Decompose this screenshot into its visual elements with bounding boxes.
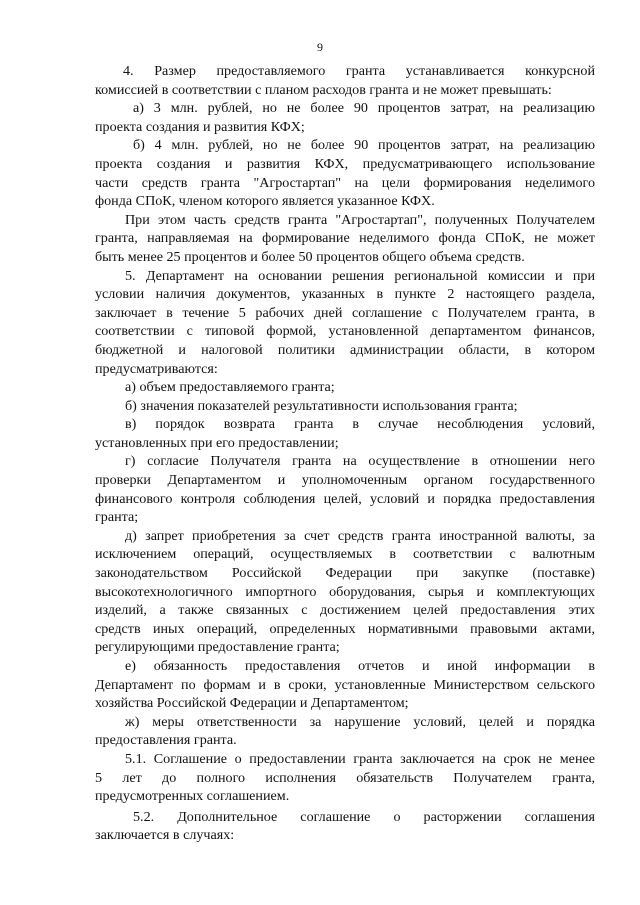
text-line: фонда СПоК, членом которого является указанное КФХ. bbox=[95, 193, 435, 210]
text-line: средств иных операций, определенных нормативными правовыми актами, bbox=[95, 620, 595, 637]
page-number: 9 bbox=[317, 40, 323, 54]
text-line: комиссией в соответствии с планом расходов гранта и не может превышать: bbox=[95, 81, 552, 98]
text-line: проекта создания и развития КФХ; bbox=[95, 118, 305, 135]
text-line: быть менее 25 процентов и более 50 процентов общего объема средств. bbox=[95, 248, 525, 265]
text-line: а) объем предоставляемого гранта; bbox=[125, 379, 335, 396]
text-line: 5 лет до полного исполнения обязательств Получателем гранта, bbox=[95, 769, 595, 786]
text-line: изделий, а также связанных с достижением целей предоставления этих bbox=[95, 602, 595, 619]
text-line: предоставления гранта. bbox=[95, 732, 237, 749]
text-line: исключением операций, осуществляемых в соответствии с валютным bbox=[95, 546, 595, 563]
text-line: заключает в течение 5 рабочих дней соглашение с Получателем гранта, в bbox=[95, 304, 595, 321]
text-line: б) 4 млн. рублей, но не более 90 процентов затрат, на реализацию bbox=[133, 137, 595, 154]
text-line: бюджетной и налоговой политики администрации области, в котором bbox=[95, 341, 595, 358]
paragraph-4c bbox=[95, 211, 595, 267]
paragraph-4 bbox=[95, 62, 595, 99]
paragraph-5g bbox=[95, 713, 595, 750]
text-line: При этом часть средств гранта "Агростартап", полученных Получателем bbox=[125, 211, 595, 228]
text-line: предусматриваются: bbox=[95, 360, 218, 377]
text-line: Департамент по формам и в сроки, установленные Министерством сельского bbox=[95, 676, 595, 693]
text-line: хозяйства Российской Федерации и Департаментом; bbox=[95, 695, 409, 712]
text-line: 5. Департамент на основании решения региональной комиссии и при bbox=[125, 267, 595, 284]
paragraph-5e bbox=[95, 527, 595, 657]
text-line: б) значения показателей результативности использования гранта; bbox=[125, 397, 518, 414]
text-line: проверки Департаментом и уполномоченным органом государственного bbox=[95, 472, 595, 489]
text-line: регулирующими предоставление гранта; bbox=[95, 639, 340, 656]
text-line: ж) меры ответственности за нарушение условий, целей и порядка bbox=[125, 713, 595, 730]
text-line: финансового контроля соблюдения целей, условий и порядка предоставления bbox=[95, 490, 595, 507]
text-line: гранта; bbox=[95, 509, 139, 526]
text-line: е) обязанность предоставления отчетов и иной информации в bbox=[125, 658, 595, 674]
document-body bbox=[95, 62, 595, 845]
text-line: высокотехнологичного импортного оборудования, сырья и комплектующих bbox=[95, 583, 595, 600]
text-line: 4. Размер предоставляемого гранта устанавливается конкурсной bbox=[123, 63, 595, 79]
text-line: части средств гранта "Агростартап" на цели формирования неделимого bbox=[95, 174, 595, 191]
text-line: 5.1. Соглашение о предоставлении гранта заключается на срок не менее bbox=[125, 750, 595, 767]
paragraph-5-2 bbox=[95, 808, 595, 845]
text-line: 5.2. Дополнительное соглашение о расторжении соглашения bbox=[133, 808, 595, 825]
text-line: г) согласие Получателя гранта на осуществление в отношении него bbox=[125, 453, 595, 470]
text-line: а) 3 млн. рублей, но не более 90 процентов затрат, на реализацию bbox=[133, 100, 595, 117]
text-line: заключается в случаях: bbox=[95, 827, 235, 844]
paragraph-5b bbox=[95, 397, 595, 416]
text-line: д) запрет приобретения за счет средств гранта иностранной валюты, за bbox=[125, 527, 595, 544]
text-line: условии наличия документов, указанных в пункте 2 настоящего раздела, bbox=[95, 286, 595, 303]
paragraph-5f bbox=[95, 657, 595, 713]
paragraph-4a bbox=[95, 99, 595, 136]
paragraph-5a bbox=[95, 378, 595, 397]
text-line: предусмотренных соглашением. bbox=[95, 788, 290, 805]
text-line: установленных при его предоставлении; bbox=[95, 434, 339, 451]
paragraph-5 bbox=[95, 267, 595, 379]
paragraph-5c bbox=[95, 415, 595, 452]
paragraph-5-1 bbox=[95, 750, 595, 806]
text-line: проекта создания и развития КФХ, предусматривающего использование bbox=[95, 155, 595, 172]
text-line: гранта, направляемая на формирование неделимого фонда СПоК, не может bbox=[95, 230, 595, 247]
paragraph-5d bbox=[95, 452, 595, 526]
paragraph-4b bbox=[95, 136, 595, 210]
text-line: в) порядок возврата гранта в случае несоблюдения условий, bbox=[125, 416, 595, 433]
text-line: законодательством Российской Федерации при закупке (поставке) bbox=[95, 565, 595, 582]
text-line: соответствии с типовой формой, установленной департаментом финансов, bbox=[95, 323, 595, 340]
